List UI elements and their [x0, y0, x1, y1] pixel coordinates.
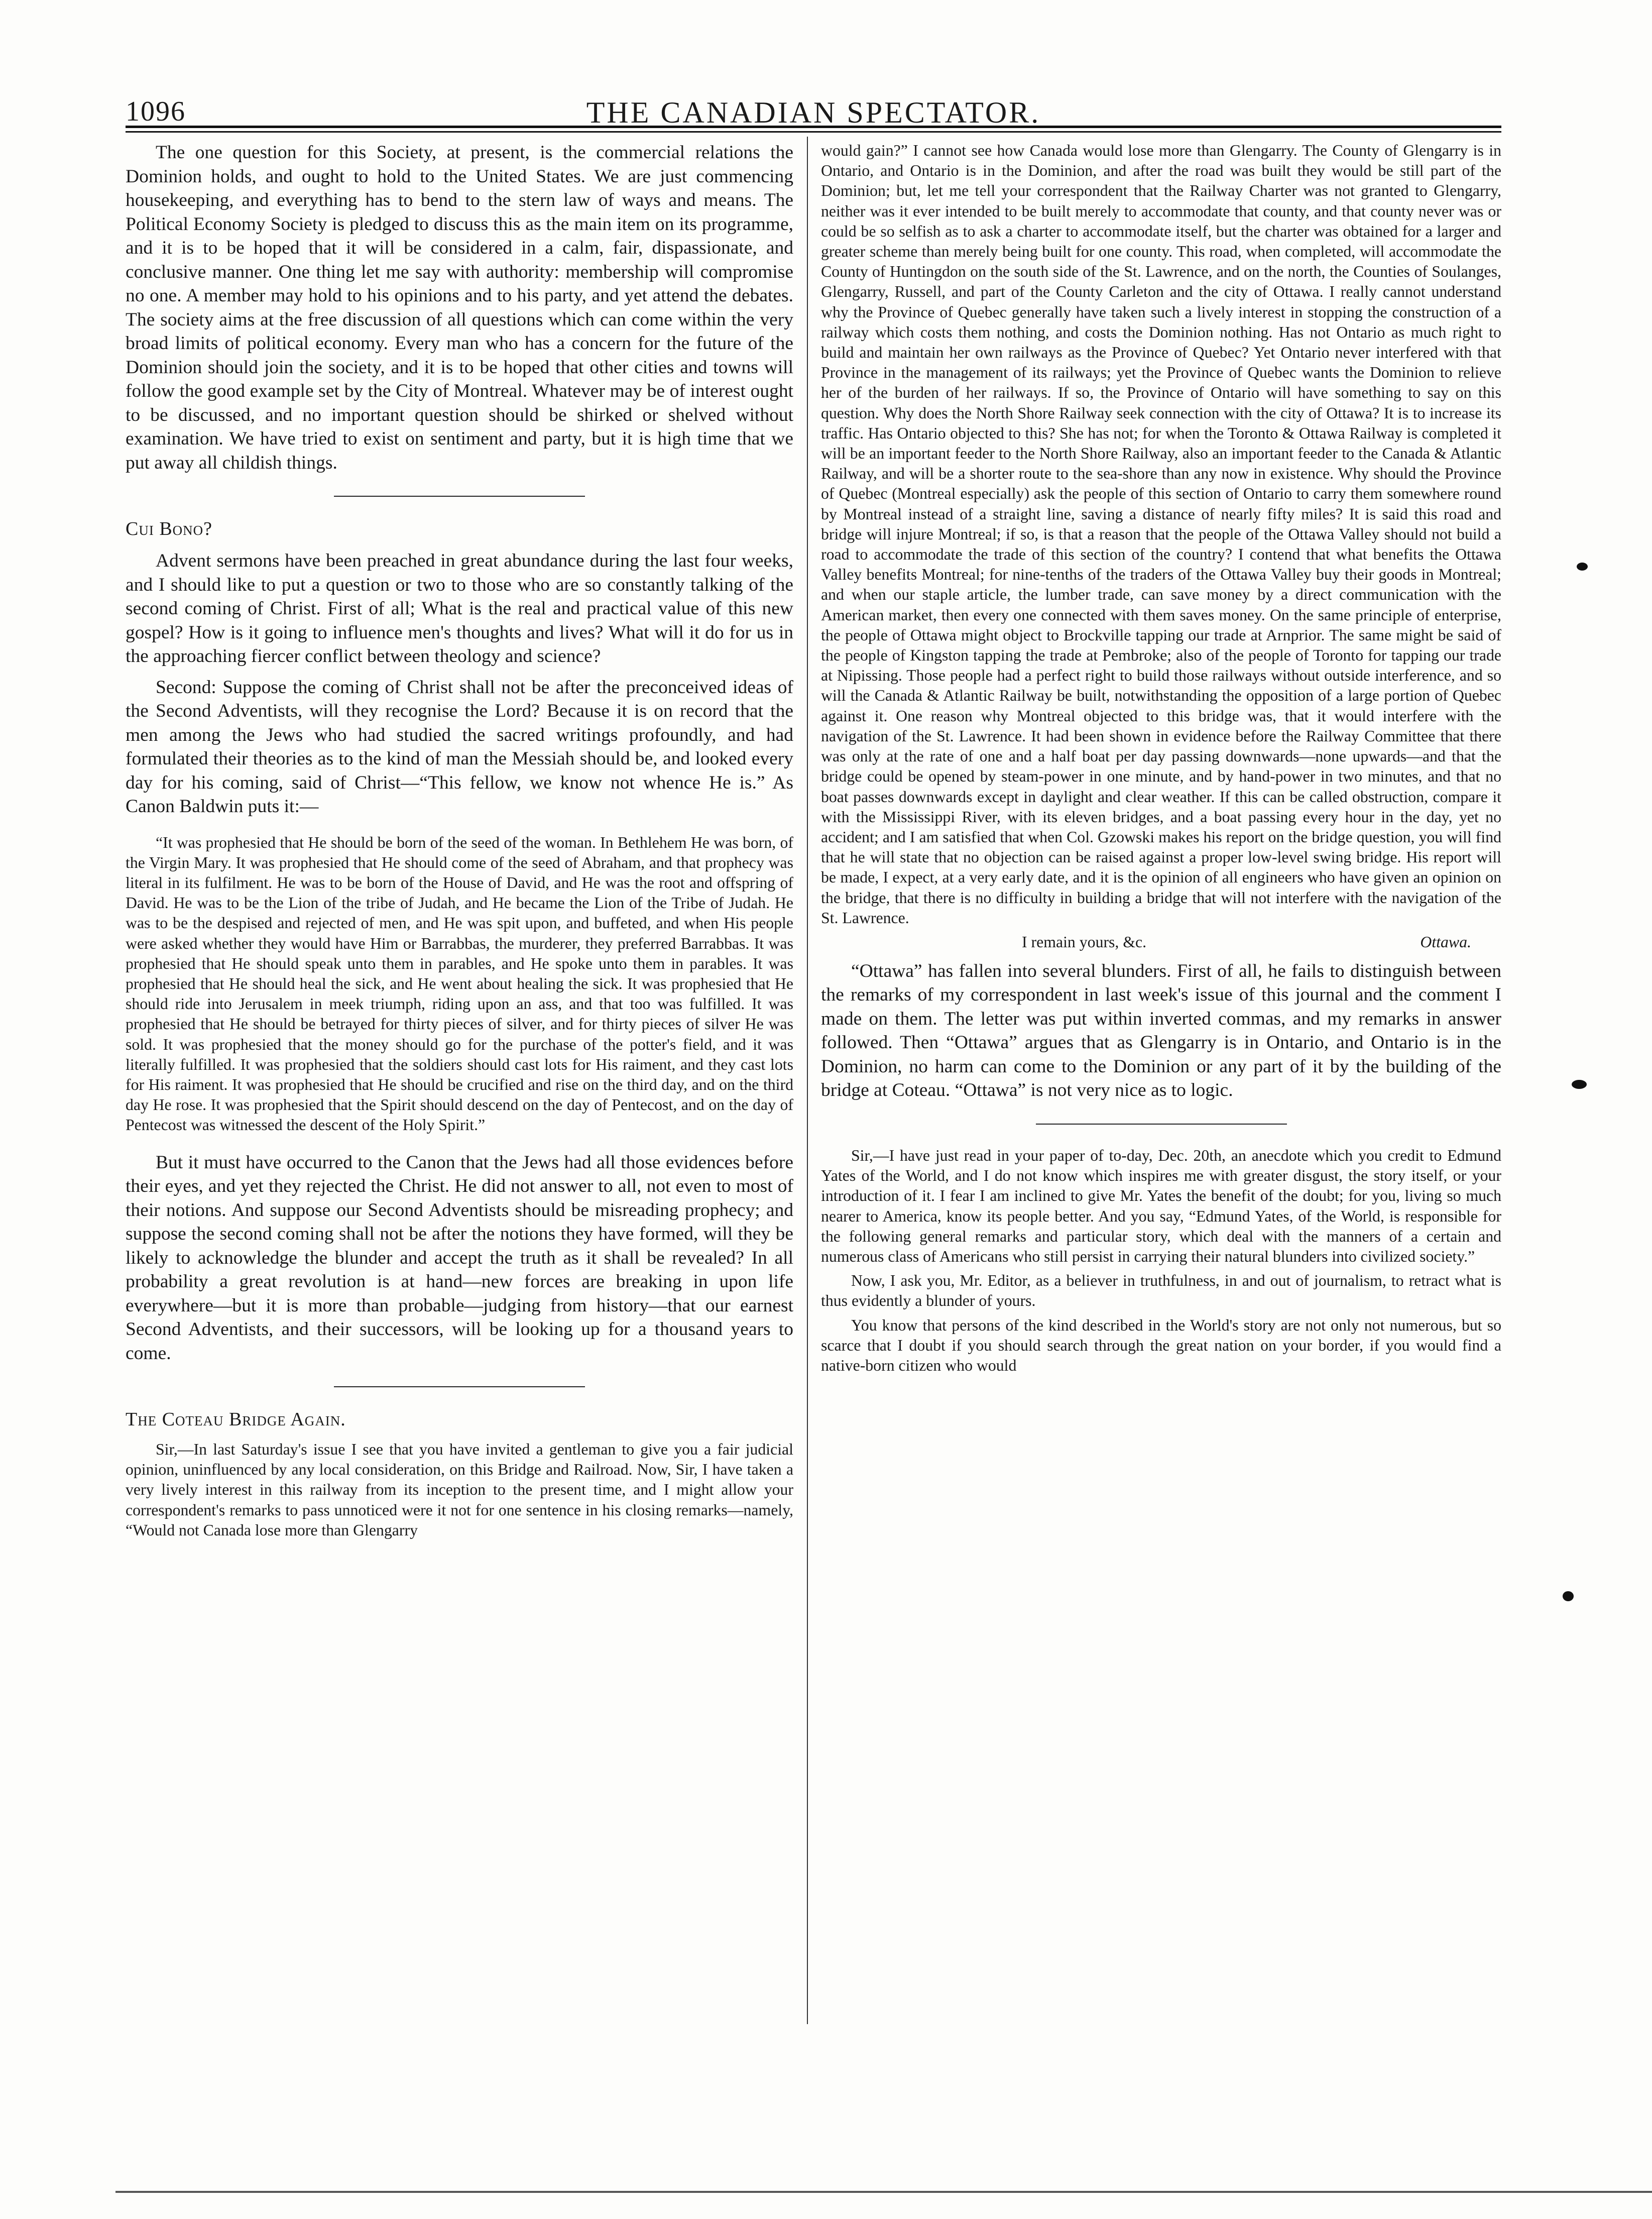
- heading-cui-bono: Cui Bono?: [126, 518, 213, 539]
- page-number: 1096: [126, 96, 186, 127]
- yates-letter-paragraph-2: Now, I ask you, Mr. Editor, as a believer in truthfulness, in and out of journalism, to retract what is thus evidently a blunder of yours.: [821, 1272, 1501, 1310]
- heading-coteau-bridge: The Coteau Bridge Again.: [126, 1409, 346, 1430]
- canon-baldwin-quote: “It was prophesied that He should be born of the seed of the woman. In Bethlehem He was born, of the Virgin Mary. It was prophesied that He should come of the seed of Abraham, and that prophecy was literal in its fulfilment. He was to be born of the House of David, and He was the root and offspring of David. He was to be the Lion of the tribe of Judah, and He became the Lion of the Tribe of Judah. He was to be the despised and rejected of men, and He was spit upon, and buffeted, and when His people were asked whether they would have Him or Barrabbas, the murderer, they preferred Barrabbas. It was prophesied that He should speak unto them in parables, and He spoke unto them in parables. It was prophesied that He should heal the sick, and He went about healing the sick. It was prophesied that He should ride into Jerusalem in meek triumph, riding upon an ass, and that too was fulfilled. It was prophesied that He should be betrayed for thirty pieces of silver, and for thirty pieces of silver He was sold. It was prophesied that the money should go for the purchase of the potter's field, and it was literally fulfilled. It was prophesied that the soldiers should cast lots for His raiment, and they cast lots for His raiment. It was prophesied that He should be crucified and rise on the third day, and on the third day He rose. It was prophesied that the Spirit should descend on the day of Pentecost, and on the day of Pentecost was witnessed the descent of the Holy Spirit.”: [126, 833, 793, 1134]
- column-divider: [807, 137, 808, 2024]
- publication-title: THE CANADIAN SPECTATOR.: [586, 96, 1041, 129]
- yates-letter-paragraph-3: You know that persons of the kind described in the World's story are not only not numerous, but so scarce that I doubt if you should search through the great nation on your border, if you would find a native-born citizen who would: [821, 1316, 1501, 1374]
- cui-bono-paragraph-2: Second: Suppose the coming of Christ shall not be after the preconceived ideas of the Second Adventists, will they recognise the Lord? Because it is on record that the men among the Jews who had studied the sacred writings profoundly, and had formulated their theories as to the kind of man the Messiah should be, and looked every day for his coming, said of Christ—“This fellow, we know not whence He is.” As Canon Baldwin puts it:—: [126, 677, 793, 817]
- columns: [126, 137, 1501, 2115]
- signature: Ottawa.: [1420, 933, 1471, 951]
- page-header: [126, 95, 1501, 128]
- newspaper-page: [126, 95, 1501, 2115]
- ink-blot: [1572, 1080, 1587, 1089]
- ink-blot: [1577, 563, 1588, 571]
- coteau-letter-continued: would gain?” I cannot see how Canada would lose more than Glengarry. The County of Glengarry is in Ontario, and Ontario is in the Dominion, and after the road was built they would be still part of the Dominion; but, let me tell your correspondent that the Railway Charter was not granted to Glengarry, neither was it ever intended to be built merely to accommodate that county, and that county never was or could be so selfish as to ask a charter to accommodate itself, but the charter was obtained for a larger and greater scheme than merely being built for one county. This road, when completed, will accommodate the County of Huntingdon on the south side of the St. Lawrence, and on the north, the Counties of Soulanges, Glengarry, Russell, and part of the County Carleton and the city of Ottawa. I really cannot understand why the Province of Quebec generally have taken such a lively interest in stopping the construction of a railway which costs them nothing, and costs the Dominion nothing. Has not Ontario as much right to build and maintain her own railways as the Province of Quebec? Yet Ontario never interfered with that Province in the management of its railways; yet the Province of Quebec wants the Dominion to relieve her of the burden of her railways. If so, the Province of Ontario will have something to say on this question. Why does the North Shore Railway seek connection with the city of Ottawa? It is to increase its traffic. Has Ontario objected to this? She has not; for when the Toronto & Ottawa Railway is completed it will be an important feeder to the North Shore Railway, also an important feeder to the Canada & Atlantic Railway, and will be a shorter route to the sea-shore than any now in existence. Why should the Province of Quebec (Montreal especially) ask the people of this section of Ontario to carry them somewhere round by Montreal instead of a straight line, saving a distance of nearly fifty miles? It is said this road and bridge will injure Montreal; if so, is that a reason that the people of the Ottawa Valley should not build a road to accommodate the trade of this section of the country? I contend that what benefits the Ottawa Valley benefits Montreal; for nine-tenths of the traders of the Ottawa Valley buy their goods in Montreal; and when our staple article, the lumber trade, can save money by a direct communication with the American market, then every one connected with them saves money. On the same principle of enterprise, the people of Ottawa might object to Brockville tapping our trade at Arnprior. The same might be said of the people of Kingston tapping the trade at Pembroke; also of the people of Toronto for tapping our trade at Nipissing. Those people had a perfect right to build those railways without outside interference, and so will the Canada & Atlantic Railway be built, notwithstanding the opposition of a large portion of Quebec against it. One reason why Montreal objected to this bridge was, that it would interfere with the navigation of the St. Lawrence. It had been shown in evidence before the Railway Committee that there was only at the rate of one and a half boat per day passing downwards—none upwards—and that the bridge could be opened by steam-power in one minute, and by hand-power in two minutes, and that no boat passes downwards except in daylight and clear weather. If this can be called obstruction, compare it with the Mississippi River, with its eleven bridges, and a boat passing every hour in the day, yet no accident; and I am satisfied that when Col. Gzowski makes his report on the bridge question, you will find that he will state that no objection can be raised against a proper low-level swing bridge. His report will be made, I expect, at a very early date, and it is the opinion of all engineers who have given an opinion on the bridge, that there is no difficulty in building a bridge that will not interfere with the navigation of the St. Lawrence.: [821, 142, 1501, 927]
- section-divider: [334, 1386, 585, 1387]
- letter-signoff: [821, 928, 1501, 953]
- section-divider: [1036, 1124, 1287, 1125]
- coteau-letter-start: Sir,—In last Saturday's issue I see that you have invited a gentleman to give you a fair judicial opinion, uninfluenced by any local consideration, on this Bridge and Railroad. Now, Sir, I have taken a very lively interest in this railway from its inception to the present time, and I might allow your correspondent's remarks to pass unnoticed were it not for one sentence in his closing remarks—namely, “Would not Canada lose more than Glengarry: [126, 1440, 793, 1539]
- right-column: [821, 141, 1501, 2115]
- ink-blot: [1563, 1591, 1574, 1601]
- section-divider: [334, 496, 585, 497]
- left-column: [126, 141, 793, 2115]
- editor-reply: “Ottawa” has fallen into several blunders. First of all, he fails to distinguish between the remarks of my correspondent in last week's issue of this journal and the comment I made on them. The letter was put within inverted commas, and my remarks in answer followed. Then “Ottawa” argues that as Glengarry is in Ontario, and Ontario is in the Dominion, no harm can come to the Dominion or any part of it by the building of the bridge at Coteau. “Ottawa” is not very nice as to logic.: [821, 960, 1501, 1101]
- header-rule: [126, 131, 1501, 133]
- page-edge-line: [115, 2191, 1652, 2193]
- cui-bono-paragraph-1: Advent sermons have been preached in great abundance during the last four weeks, and I should like to put a question or two to those who are so constantly talking of the second coming of Christ. First of all; What is the real and practical value of this new gospel? How is it going to influence men's thoughts and lives? What will it do for us in the approaching fiercer conflict between theology and science?: [126, 550, 793, 667]
- society-paragraph: The one question for this Society, at present, is the commercial relations the Dominion holds, and ought to hold to the United States. We are just commencing housekeeping, and everything has to bend to the stern law of ways and means. The Political Economy Society is pledged to discuss this as the main item on its programme, and it is to be hoped that it will be considered in a calm, fair, dispassionate, and conclusive manner. One thing let me say with authority: membership will compromise no one. A member may hold to his opinions and to his party, and yet attend the debates. The society aims at the free discussion of all questions which can come within the very broad limits of political economy. Every man who has a concern for the future of the Dominion should join the society, and it is to be hoped that other cities and towns will follow the good example set by the City of Montreal. Whatever may be of interest ought to be discussed, and no important question should be shirked or shelved without examination. We have tried to exist on sentiment and party, but it is high time that we put away all childish things.: [126, 142, 793, 473]
- cui-bono-paragraph-3: But it must have occurred to the Canon that the Jews had all those evidences before their eyes, and yet they rejected the Christ. He did not answer to all, not even to most of their notions. And suppose our Second Adventists should be misreading prophecy; and suppose the second coming shall not be after the notions they have formed, will they be likely to acknowledge the blunder and accept the truth as it shall be revealed? In all probability a great revolution is at hand—new forces are breaking in upon life everywhere—but it is more than probable—judging from history—that our earnest Second Adventists, and their successors, will be looking up for a thousand years to come.: [126, 1152, 793, 1364]
- closing-line: I remain yours, &c.: [1022, 933, 1147, 951]
- yates-letter-paragraph-1: Sir,—I have just read in your paper of to-day, Dec. 20th, an anecdote which you credit to Edmund Yates of the World, and I do not know which inspires me with greater disgust, the story itself, or your introduction of it. I fear I am inclined to give Mr. Yates the benefit of the doubt; for you, living so much nearer to America, know its people better. And you say, “Edmund Yates, of the World, is responsible for the following general remarks and particular story, which deal with the manners of a certain and numerous class of Americans who still persist in carrying their natural blunders into civilized society.”: [821, 1146, 1501, 1265]
